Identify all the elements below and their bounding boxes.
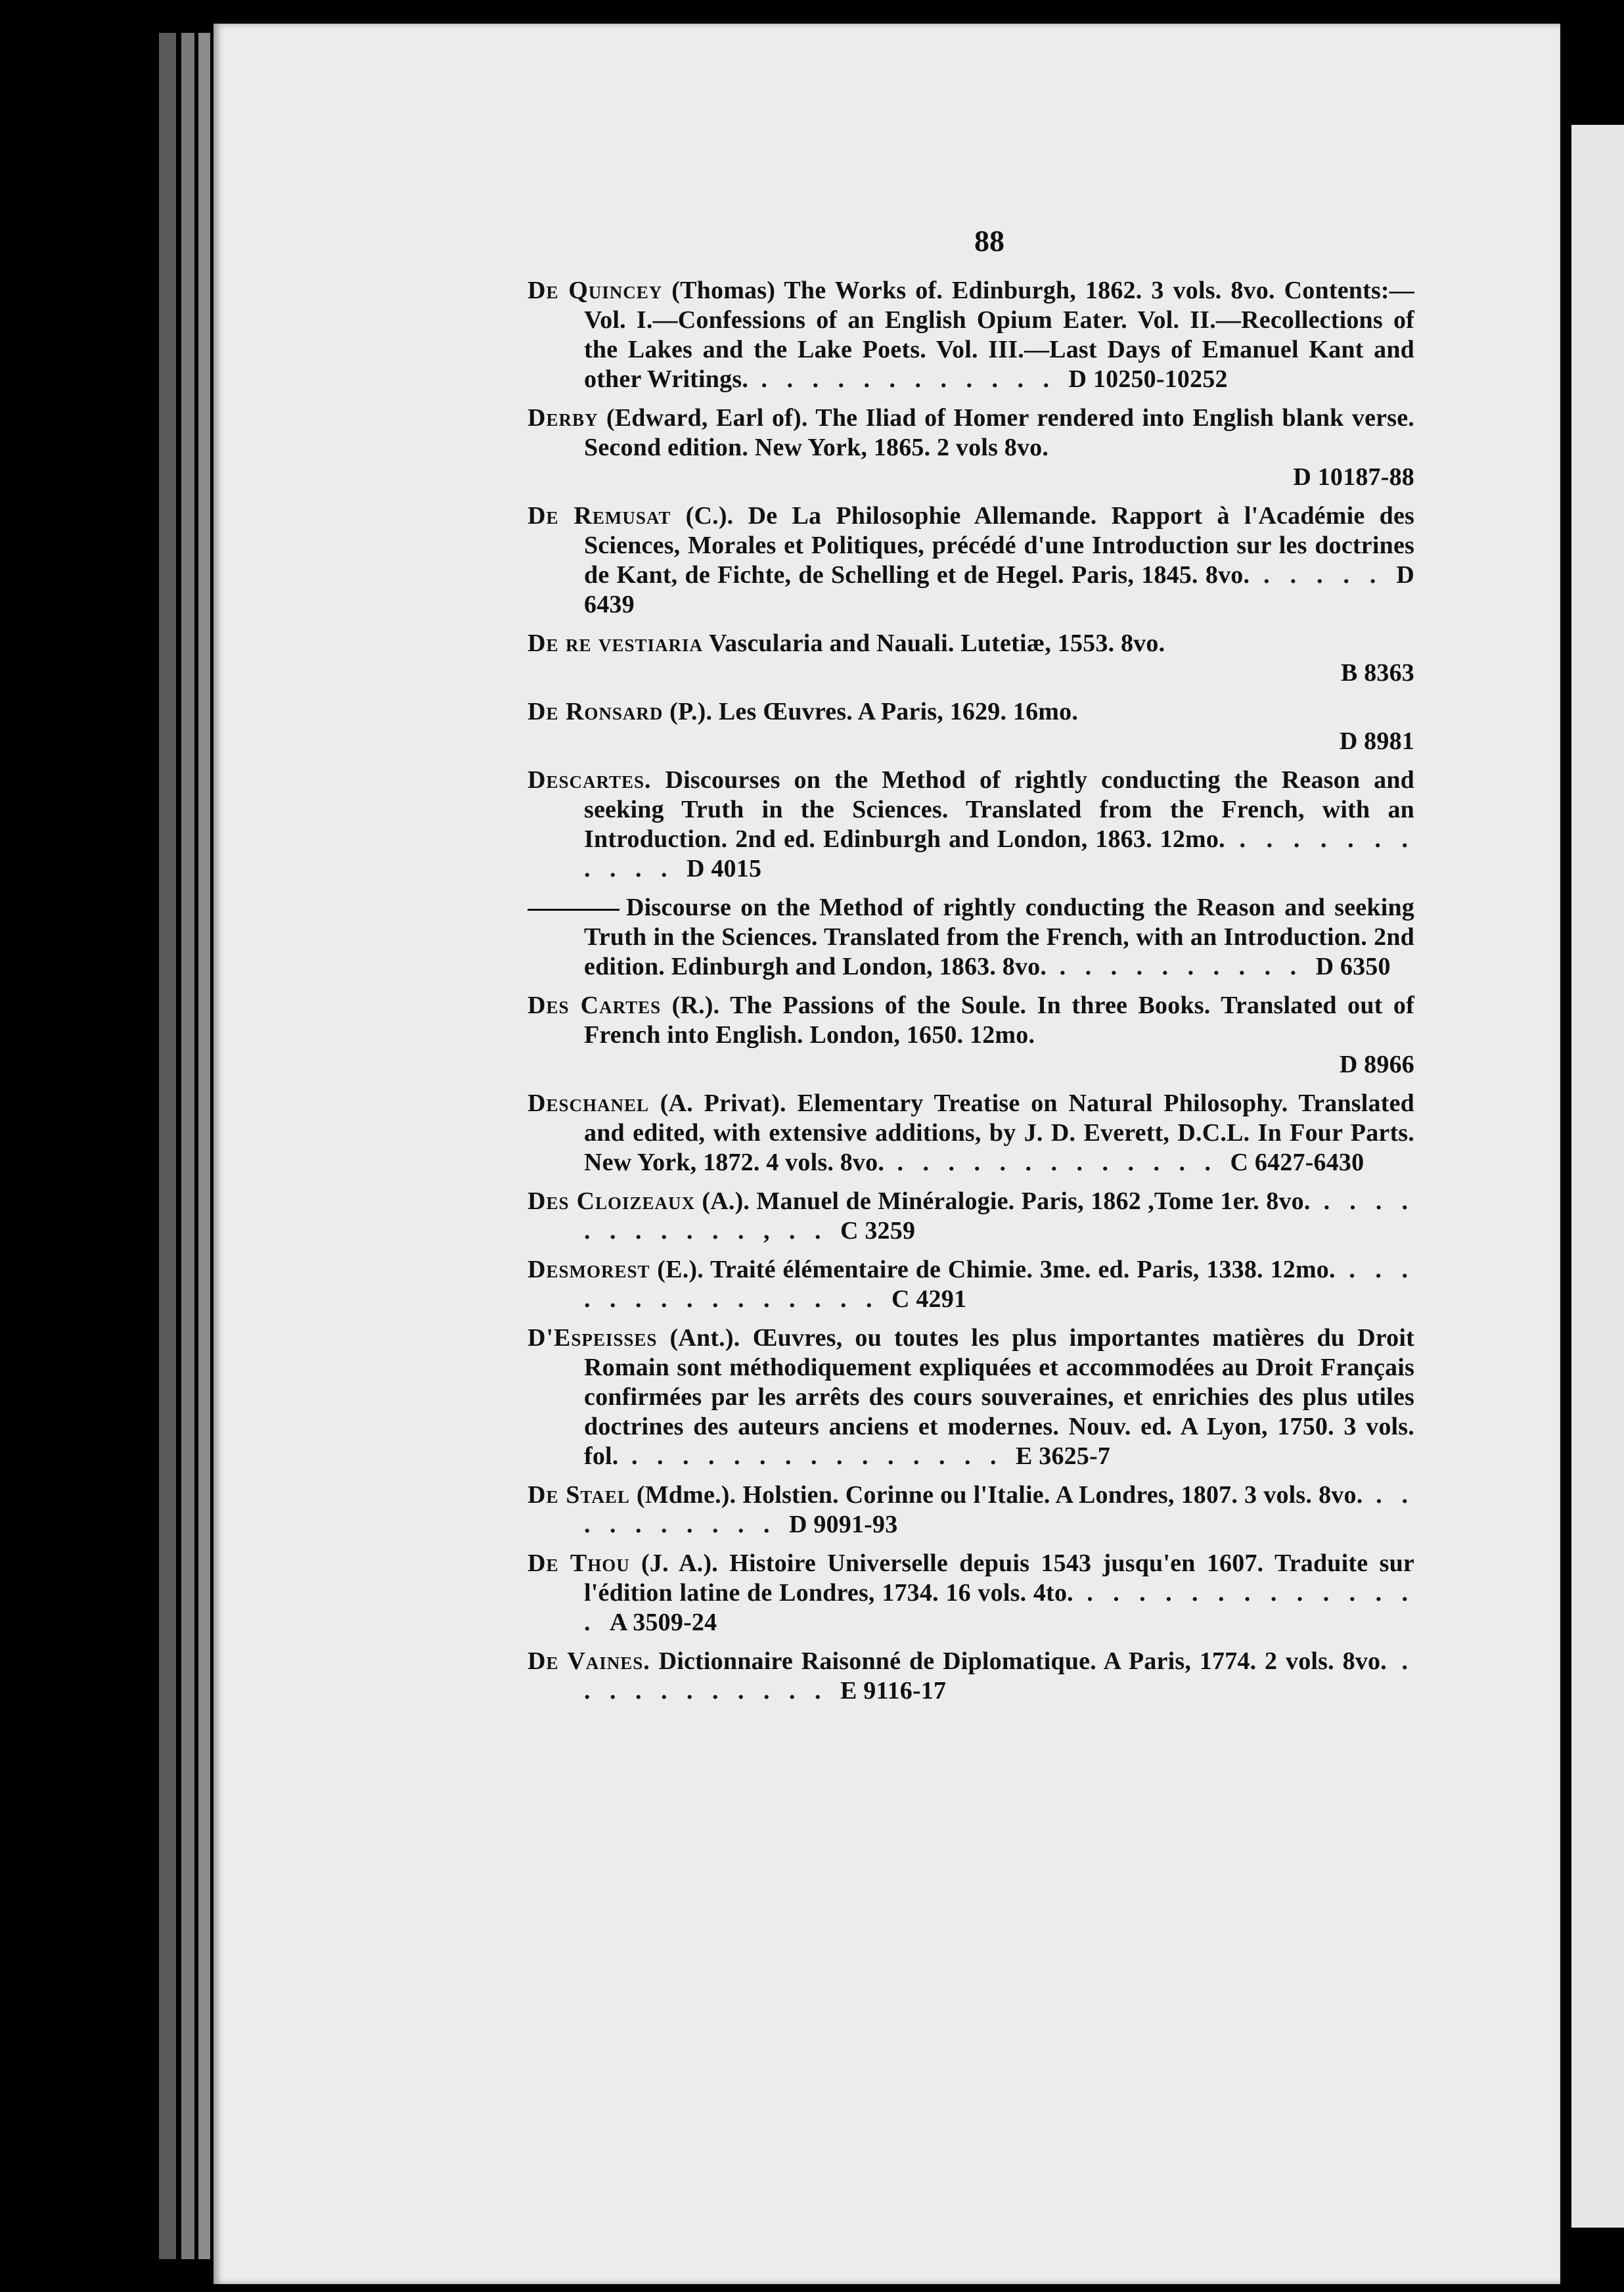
entry-heading: D'Espeisses bbox=[528, 1324, 658, 1352]
call-number: B 8363 bbox=[1340, 659, 1414, 687]
entry-heading: De re vestiaria bbox=[528, 630, 704, 657]
dot-leader: . . . . . . . . . . . . . . . bbox=[584, 1256, 1415, 1313]
dot-leader: . . . . . . . . . . . bbox=[584, 825, 1415, 882]
catalog-entry bbox=[528, 501, 1414, 620]
catalog-entry bbox=[528, 1549, 1414, 1638]
call-number: C 3259 bbox=[840, 1217, 916, 1245]
entry-text: Dictionnaire Raisonné de Diplomatique. A Paris, 1774. 2 vols. 8vo. bbox=[650, 1647, 1387, 1675]
entry-heading: De Vaines. bbox=[528, 1647, 650, 1675]
entry-heading: Derby bbox=[528, 404, 598, 432]
entry-heading: De Thou bbox=[528, 1549, 630, 1577]
dot-leader: . . . . . . . . . . . bbox=[584, 1647, 1415, 1705]
catalog-entry bbox=[528, 697, 1414, 756]
call-number: D 4015 bbox=[687, 855, 762, 882]
call-number: C 4291 bbox=[891, 1285, 967, 1313]
entry-text: (J. A.). Histoire Universelle depuis 1543 jusqu'en 1607. Traduite sur l'édition latine de Londres, 1734. 16 vols. 4to. bbox=[584, 1549, 1414, 1607]
catalog-entry bbox=[528, 1323, 1414, 1471]
entry-heading: De Stael bbox=[528, 1481, 630, 1509]
entry-text: (Edward, Earl of). The Iliad of Homer rendered into English blank verse. Second edition. New York, 1865. 2 vols 8vo. bbox=[584, 404, 1414, 461]
entry-heading: Descartes. bbox=[528, 766, 652, 794]
entry-heading: Desmorest bbox=[528, 1256, 650, 1283]
entry-heading: Deschanel bbox=[528, 1089, 649, 1117]
catalog-entry bbox=[528, 629, 1414, 688]
entry-heading: De Quincey bbox=[528, 277, 663, 304]
call-number: D 10250-10252 bbox=[1068, 365, 1228, 393]
call-number: D 6439 bbox=[584, 561, 1414, 618]
ditto-dash bbox=[528, 909, 620, 911]
dot-leader: . . . . . . . . . . . . bbox=[748, 365, 1069, 393]
call-number: D 8966 bbox=[1339, 1051, 1414, 1078]
entry-text: (E.). Traité élémentaire de Chimie. 3me. ed. Paris, 1338. 12mo. bbox=[650, 1256, 1336, 1283]
call-number: E 9116-17 bbox=[840, 1677, 947, 1705]
dot-leader: . . . . . . . . . . . , . . bbox=[584, 1187, 1414, 1245]
entry-text: Discourse on the Method of rightly conducting the Reason and seeking Truth in the Sciences. Translated from the French, with an Introduction. 2nd edition. Edinburgh and London, 1863. 8vo. bbox=[584, 894, 1414, 980]
entry-text: (Thomas) The Works of. Edinburgh, 1862. 3 vols. 8vo. Contents:—Vol. I.—Confessions of an English Opium Eater. Vol. II.—Recollections of the Lakes and the Lake Poets. Vol. III.—Last Days of Emanuel Kant and other Writings. bbox=[584, 277, 1414, 393]
entry-text: (Mdme.). Holstien. Corinne ou l'Italie. A Londres, 1807. 3 vols. 8vo. bbox=[629, 1481, 1363, 1509]
catalog-entries bbox=[528, 276, 1414, 1715]
call-number: D 9091-93 bbox=[789, 1511, 898, 1538]
entry-text: (R.). The Passions of the Soule. In three Books. Translated out of French into English. London, 1650. 12mo. bbox=[584, 992, 1414, 1049]
entry-heading: De Ronsard bbox=[528, 698, 664, 725]
catalog-entry bbox=[528, 276, 1414, 394]
page-edge-strip bbox=[198, 33, 210, 2259]
entry-heading: Des Cartes bbox=[528, 992, 662, 1019]
catalog-entry bbox=[528, 1480, 1414, 1540]
catalog-entry bbox=[528, 1255, 1414, 1314]
catalog-entry bbox=[528, 403, 1414, 492]
dot-leader: . . . . . . . . . . . . . . bbox=[584, 1579, 1415, 1636]
catalog-entry bbox=[528, 893, 1414, 982]
catalog-entry bbox=[528, 1187, 1414, 1246]
entry-heading: Des Cloizeaux bbox=[528, 1187, 696, 1215]
entry-text: (A. Privat). Elementary Treatise on Natural Philosophy. Translated and edited, with extensive additions, by J. D. Everett, D.C.L. In Four Parts. New York, 1872. 4 vols. 8vo. bbox=[584, 1089, 1414, 1176]
entry-text: Vascularia and Nauali. Lutetiæ, 1553. 8vo. bbox=[703, 630, 1165, 657]
entry-text: (A.). Manuel de Minéralogie. Paris, 1862 ,Tome 1er. 8vo. bbox=[695, 1187, 1311, 1215]
entry-heading: De Remusat bbox=[528, 502, 671, 530]
page-edge-strip bbox=[159, 33, 176, 2259]
catalog-entry bbox=[528, 1089, 1414, 1178]
page-number: 88 bbox=[974, 224, 1004, 258]
page-edge-strip bbox=[181, 33, 194, 2259]
entry-text: (C.). De La Philosophie Allemande. Rapport à l'Académie des Sciences, Morales et Politiques, précédé d'une Introduction sur les doctrines de Kant, de Fichte, de Schelling et de Hegel. Paris, 1845. 8vo. bbox=[584, 502, 1415, 589]
call-number: D 6350 bbox=[1315, 953, 1391, 980]
dot-leader: . . . . . bbox=[1250, 561, 1397, 589]
dot-leader: . . . . . . . . . . bbox=[584, 1481, 1415, 1538]
entry-text: (P.). Les Œuvres. A Paris, 1629. 16mo. bbox=[663, 698, 1079, 725]
call-number: A 3509-24 bbox=[610, 1609, 717, 1636]
entry-text: Discourses on the Method of rightly conducting the Reason and seeking Truth in the Sciences. Translated from the French, with an Introduction. 2nd ed. Edinburgh and London, 1863. 12mo. bbox=[584, 766, 1414, 853]
dot-leader: . . . . . . . . . . . . . bbox=[884, 1149, 1230, 1176]
call-number: C 6427-6430 bbox=[1230, 1149, 1365, 1176]
call-number: E 3625-7 bbox=[1016, 1442, 1111, 1470]
dot-leader: . . . . . . . . . . bbox=[1047, 953, 1316, 980]
catalog-entry bbox=[528, 1647, 1414, 1706]
dot-leader: . . . . . . . . . . . . . . . bbox=[618, 1442, 1016, 1470]
call-number: D 10187-88 bbox=[1293, 463, 1414, 491]
call-number: D 8981 bbox=[1339, 727, 1414, 755]
next-page-edge bbox=[1571, 125, 1624, 2228]
entry-text: (Ant.). Œuvres, ou toutes les plus importantes matières du Droit Romain sont méthodiquement expliquées et accommodées au Droit Français confirmées par les arrêts des cours souveraines, et enrichies des plus utiles doctrines des auteurs anciens et modernes. Nouv. ed. A Lyon, 1750. 3 vols. fol. bbox=[584, 1324, 1414, 1470]
catalog-entry bbox=[528, 991, 1414, 1080]
catalog-entry bbox=[528, 766, 1414, 884]
